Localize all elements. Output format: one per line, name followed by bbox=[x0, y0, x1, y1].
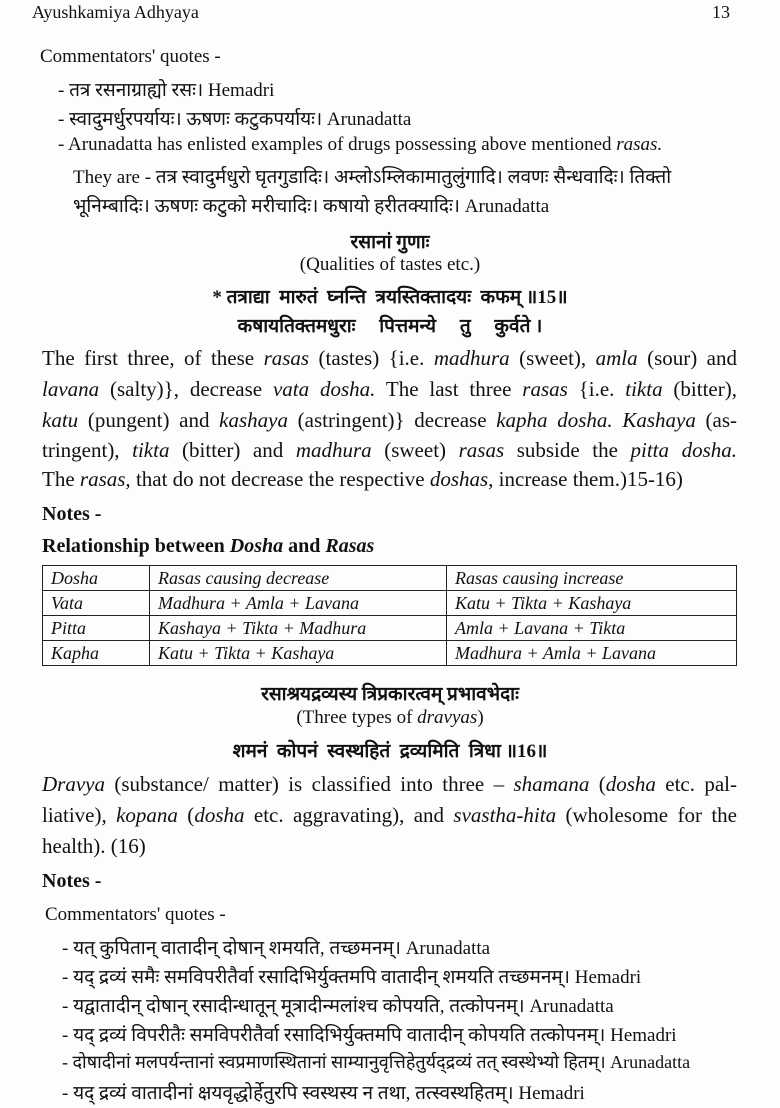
italic-term: madhura bbox=[433, 346, 510, 370]
italic-term: kapha dosha. Kashaya bbox=[496, 408, 696, 432]
para-line bbox=[42, 772, 737, 797]
text-run: The bbox=[42, 467, 80, 491]
italic-term: shamana bbox=[513, 772, 590, 796]
text-run: (pungent) and bbox=[78, 408, 220, 432]
running-header: Ayushkamiya Adhyaya bbox=[32, 2, 199, 22]
text-run: etc. aggravating), and bbox=[244, 803, 454, 827]
quote-line bbox=[73, 163, 671, 189]
italic-term: rasas. bbox=[616, 134, 663, 155]
italic-term: vata dosha. bbox=[272, 377, 376, 401]
quote-line: - यद् द्रव्यं विपरीतैः समविपरीतैर्वा रसादिभिर्युक्तमपि वातादीन् कोपयति तत्कोपनम्। Hemadri bbox=[62, 1025, 677, 1046]
text-run: - स्वादुमर्धुरपर्यायः। ऊषणः कटुकपर्यायः। Arunadatta bbox=[58, 109, 412, 130]
verse-subtitle: (Qualities of tastes etc.) bbox=[299, 254, 481, 275]
text-run: - तत्र रसनाग्राह्यो रसः। Hemadri bbox=[58, 80, 275, 101]
table-row bbox=[43, 616, 737, 641]
italic-term: svastha-hita bbox=[453, 803, 557, 827]
quote-line bbox=[73, 192, 549, 218]
text-run: (bitter), bbox=[662, 377, 737, 401]
text-run: - Arunadatta has enlisted examples of drugs possessing above mentioned bbox=[58, 134, 617, 155]
cell: Pitta bbox=[43, 616, 150, 641]
cell: Katu + Tikta + Kashaya bbox=[447, 591, 737, 616]
text-run: ( bbox=[589, 772, 606, 796]
table-header-row bbox=[43, 566, 737, 591]
italic-term: pitta dosha. bbox=[630, 438, 738, 462]
italic-term: katu bbox=[42, 408, 79, 432]
text-run: etc. pal- bbox=[655, 772, 738, 796]
quote-line: - दोषादीनां मलपर्यन्तानां स्वप्रमाणस्थितानां साम्यानुवृत्तिहेतुर्यद्द्रव्यं तत् स्वस्थेभ्यो हितम्। Arunadatta bbox=[62, 1052, 691, 1072]
header-cell: Dosha bbox=[43, 566, 150, 591]
italic-term: Rasas bbox=[325, 535, 375, 557]
commentators-heading: Commentators' quotes - bbox=[40, 46, 221, 67]
text-run: liative), bbox=[42, 803, 117, 827]
para-line bbox=[42, 438, 737, 463]
cell: Kapha bbox=[43, 641, 150, 666]
verse-line: कषायतिक्तमधुराः पित्तमन्ये तु कुर्वते । bbox=[237, 316, 543, 337]
quote-line bbox=[58, 134, 662, 156]
italic-term: dosha bbox=[194, 803, 245, 827]
italic-term: rasas bbox=[522, 377, 568, 401]
text-run: (salty)}, decrease bbox=[99, 377, 273, 401]
text-run: Relationship between bbox=[42, 535, 230, 557]
italic-term: kopana bbox=[116, 803, 178, 827]
para-line bbox=[42, 408, 737, 433]
cell: Madhura + Amla + Lavana bbox=[150, 591, 447, 616]
italic-term: madhura bbox=[295, 438, 372, 462]
italic-term: doshas, bbox=[429, 467, 494, 491]
text-run: (bitter) and bbox=[169, 438, 296, 462]
text-run: (sour) and bbox=[637, 346, 737, 370]
italic-term: tikta bbox=[132, 438, 170, 462]
cell: Katu + Tikta + Kashaya bbox=[150, 641, 447, 666]
text-run: (as- bbox=[695, 408, 737, 432]
commentators-heading: Commentators' quotes - bbox=[45, 904, 226, 925]
verse-line: शमनं कोपनं स्वस्थहितं द्रव्यमिति त्रिधा ॥16॥ bbox=[232, 741, 548, 762]
quote-line bbox=[58, 105, 411, 131]
text-run: (astringent)} decrease bbox=[288, 408, 497, 432]
italic-term: Dravya bbox=[42, 772, 105, 796]
italic-term: Dosha bbox=[229, 535, 284, 557]
header-cell: Rasas causing increase bbox=[447, 566, 737, 591]
text-run: भूनिम्बादिः। ऊषणः कटुको मरीचादिः। कषायो हरीतक्यादिः। Arunadatta bbox=[73, 196, 550, 217]
text-run: and bbox=[283, 535, 326, 557]
text-run: They are - तत्र स्वादुर्मधुरो घृतगुडादिः। अम्लोऽम्लिकामातुलुंगादि। लवणः सैन्धवादिः। तिक्तो bbox=[73, 167, 672, 188]
text-run: (Three types of bbox=[296, 707, 418, 728]
table-row bbox=[43, 641, 737, 666]
italic-term: dosha bbox=[605, 772, 656, 796]
notes-heading: Notes - bbox=[42, 870, 102, 892]
italic-term: rasas bbox=[458, 438, 505, 462]
text-run: The last three bbox=[375, 377, 523, 401]
text-run: (wholesome for the bbox=[556, 803, 737, 827]
verse-subtitle bbox=[0, 707, 780, 729]
quote-line: - यद् द्रव्यं समैः समविपरीतैर्वा रसादिभिर्युक्तमपि वातादीन् शमयति तच्छमनम्। Hemadri bbox=[62, 967, 642, 988]
text-run: ( bbox=[177, 803, 195, 827]
text-run: ) bbox=[477, 707, 484, 728]
italic-term: tikta bbox=[625, 377, 663, 401]
table-title bbox=[42, 535, 374, 558]
text-run: subside the bbox=[504, 438, 631, 462]
cell: Vata bbox=[43, 591, 150, 616]
text-run: increase them.)15-16) bbox=[493, 467, 683, 491]
cell: Kashaya + Tikta + Madhura bbox=[150, 616, 447, 641]
text-run: The first three, of these bbox=[42, 346, 264, 370]
text-run: (sweet) bbox=[371, 438, 459, 462]
text-run: (sweet), bbox=[509, 346, 596, 370]
italic-term: lavana bbox=[42, 377, 100, 401]
notes-heading: Notes - bbox=[42, 503, 102, 525]
para-line bbox=[42, 803, 737, 828]
text-run: health). (16) bbox=[42, 834, 146, 858]
text-run: {i.e. bbox=[567, 377, 626, 401]
italic-term: kashaya bbox=[219, 408, 288, 432]
text-run: (substance/ matter) is classified into three – bbox=[104, 772, 514, 796]
para-line bbox=[42, 834, 146, 859]
cell: Madhura + Amla + Lavana bbox=[447, 641, 737, 666]
text-run: tringent), bbox=[42, 438, 133, 462]
quote-line: - यत् कुपितान् वातादीन् दोषान् शमयति, तच्छमनम्। Arunadatta bbox=[62, 938, 491, 959]
para-line bbox=[42, 467, 683, 492]
dosha-rasa-table bbox=[42, 565, 737, 666]
cell: Amla + Lavana + Tikta bbox=[447, 616, 737, 641]
para-line bbox=[42, 377, 737, 402]
verse-line: * तत्राद्या मारुतं घ्नन्ति त्रयस्तिक्तादयः कफम् ॥15॥ bbox=[212, 287, 568, 308]
text-run: (tastes) {i.e. bbox=[309, 346, 434, 370]
quote-line: - यद् द्रव्यं वातादीनां क्षयवृद्धोर्हेतुरपि स्वस्थस्य न तथा, तत्स्वस्थहितम्। Hemadri bbox=[62, 1083, 585, 1104]
para-line bbox=[42, 346, 737, 371]
text-run: that do not decrease the respective bbox=[130, 467, 430, 491]
page-number: 13 bbox=[712, 2, 730, 22]
italic-term: amla bbox=[595, 346, 638, 370]
quote-line bbox=[58, 76, 274, 102]
quote-line: - यद्वातादीन् दोषान् रसादीन्धातून् मूत्रादीन्मलांश्च कोपयति, तत्कोपनम्। Arunadatta bbox=[62, 996, 614, 1017]
table-row bbox=[43, 591, 737, 616]
italic-term: rasas bbox=[263, 346, 310, 370]
verse-title: रसाश्रयद्रव्यस्य त्रिप्रकारत्वम् प्रभावभेदाः bbox=[261, 684, 519, 705]
italic-term: dravyas bbox=[417, 707, 478, 728]
italic-term: rasas, bbox=[79, 467, 131, 491]
verse-title: रसानां गुणाः bbox=[350, 232, 430, 253]
header-cell: Rasas causing decrease bbox=[150, 566, 447, 591]
